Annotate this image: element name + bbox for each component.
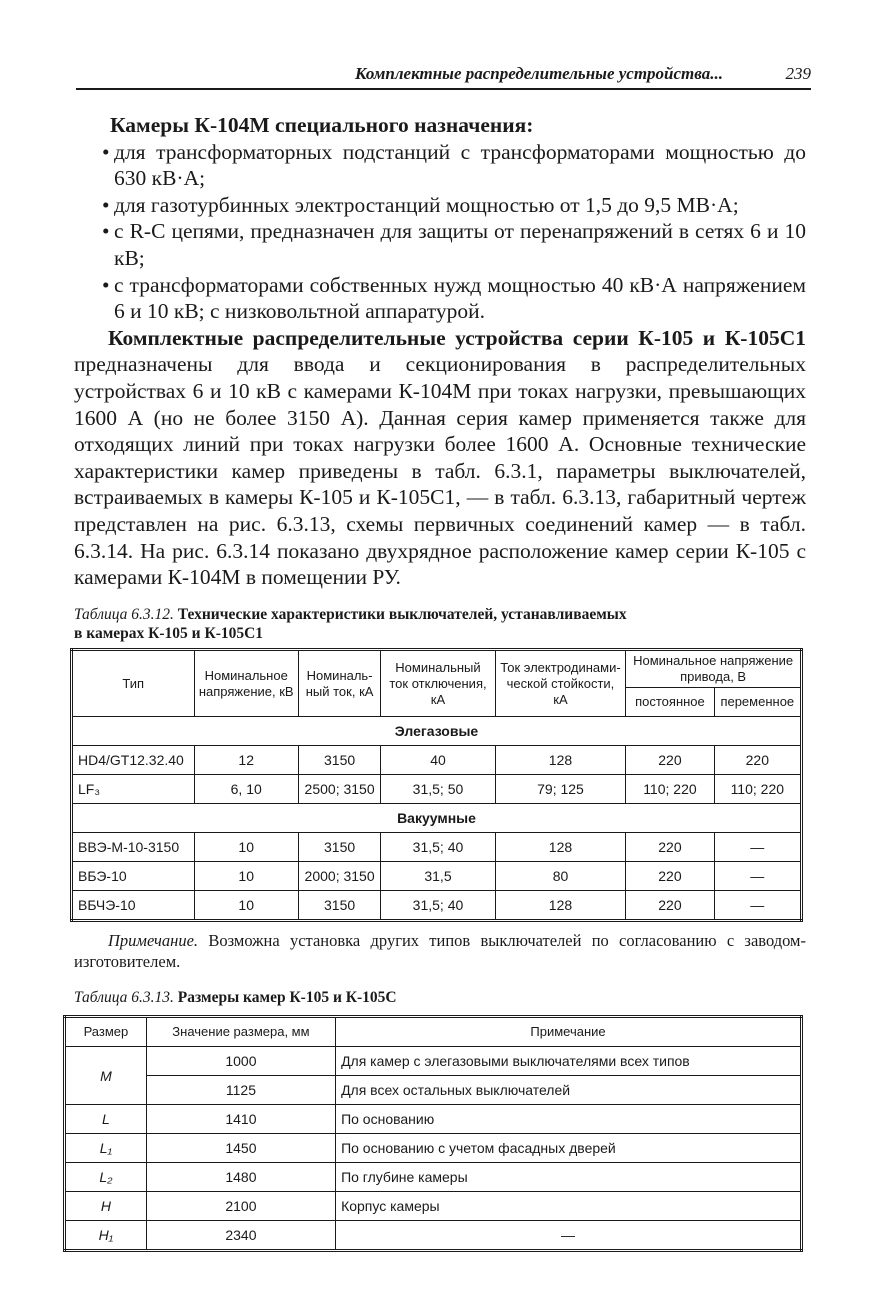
- table-row: [65, 1105, 802, 1134]
- running-header-title: Комплектные распределительные устройства...: [354, 64, 723, 83]
- cell: —: [714, 891, 801, 921]
- cell: Для всех остальных выключателей: [336, 1076, 802, 1105]
- table-row: [65, 1192, 802, 1221]
- cell-symbol: M: [65, 1047, 147, 1105]
- header-value: Значение размера, мм: [146, 1017, 335, 1047]
- cell: По основанию с учетом фасадных дверей: [336, 1134, 802, 1163]
- header-breaking: Номинальный ток отключения, кА: [381, 650, 495, 717]
- cell: 110; 220: [714, 775, 801, 804]
- header-dynamic: Ток электродинами-ческой стойкости, кА: [495, 650, 626, 717]
- group-title: Элегазовые: [72, 717, 802, 746]
- page-number: 239: [785, 64, 811, 83]
- cell: 2340: [146, 1221, 335, 1251]
- table-row: [72, 746, 802, 775]
- cell-symbol: L₁: [65, 1134, 147, 1163]
- cell: 2100: [146, 1192, 335, 1221]
- table-header-row: [72, 650, 802, 688]
- cell: По глубине камеры: [336, 1163, 802, 1192]
- header-drive-dc: постоянное: [626, 688, 714, 717]
- cell: 220: [626, 746, 714, 775]
- body-paragraph: [74, 325, 806, 591]
- cell: 110; 220: [626, 775, 714, 804]
- group-title: Вакуумные: [72, 804, 802, 833]
- header-size: Размер: [65, 1017, 147, 1047]
- bullet-list: [74, 139, 806, 325]
- header-voltage: Номинальное напряжение, кВ: [194, 650, 298, 717]
- running-header: [76, 62, 811, 90]
- cell: 31,5; 50: [381, 775, 495, 804]
- table2-caption-label: Таблица 6.3.13.: [74, 989, 174, 1006]
- cell: 12: [194, 746, 298, 775]
- cell: 1450: [146, 1134, 335, 1163]
- cell: 31,5: [381, 862, 495, 891]
- cell: 80: [495, 862, 626, 891]
- cell: 3150: [298, 746, 380, 775]
- cell: —: [714, 862, 801, 891]
- list-item: • для трансформаторных подстанций с трансформаторами мощностью до 630 кВ·А;: [74, 139, 806, 192]
- cell: 220: [626, 833, 714, 862]
- cell: 3150: [298, 833, 380, 862]
- table-row: [65, 1047, 802, 1076]
- table-row: [72, 775, 802, 804]
- cell: 31,5; 40: [381, 833, 495, 862]
- cell: 128: [495, 746, 626, 775]
- table-row: [72, 833, 802, 862]
- cell: 1410: [146, 1105, 335, 1134]
- cell: —: [714, 833, 801, 862]
- table-header-row: [65, 1017, 802, 1047]
- header-current: Номиналь-ный ток, кА: [298, 650, 380, 717]
- table2-caption: [74, 988, 397, 1007]
- group-row: [72, 804, 802, 833]
- cell: По основанию: [336, 1105, 802, 1134]
- cell: 220: [626, 862, 714, 891]
- table2-caption-title: Размеры камер К-105 и К-105С: [177, 989, 397, 1006]
- group-row: [72, 717, 802, 746]
- table1-caption-label: Таблица 6.3.12.: [74, 606, 174, 623]
- header-note: Примечание: [336, 1017, 802, 1047]
- cell-type: ВБЧЭ-10: [72, 891, 195, 921]
- list-item: • для газотурбинных электростанций мощностью от 1,5 до 9,5 МВ·А;: [74, 192, 806, 219]
- list-item: • с трансформаторами собственных нужд мощностью 40 кВ·А напряжением 6 и 10 кВ; с низковольтной аппаратурой.: [74, 272, 806, 325]
- dimensions-table: [63, 1015, 803, 1252]
- cell: 1000: [146, 1047, 335, 1076]
- cell: 40: [381, 746, 495, 775]
- cell: 31,5; 40: [381, 891, 495, 921]
- header-type: Тип: [72, 650, 195, 717]
- cell-symbol: L: [65, 1105, 147, 1134]
- table-note: [74, 930, 806, 972]
- cell-type: ВБЭ-10: [72, 862, 195, 891]
- cell: —: [336, 1221, 802, 1251]
- table-row: [65, 1221, 802, 1251]
- cell: 3150: [298, 891, 380, 921]
- table1-caption: [74, 605, 627, 643]
- cell: 10: [194, 833, 298, 862]
- table-row: [65, 1163, 802, 1192]
- note-label: Примечание.: [108, 931, 199, 950]
- cell: 10: [194, 891, 298, 921]
- cell: 1125: [146, 1076, 335, 1105]
- cell: 128: [495, 833, 626, 862]
- cell-symbol: H₁: [65, 1221, 147, 1251]
- header-drive: Номинальное напряжение привода, В: [626, 650, 802, 688]
- cell-type: ВВЭ-М-10-3150: [72, 833, 195, 862]
- cell: 128: [495, 891, 626, 921]
- cell: 6, 10: [194, 775, 298, 804]
- cell-symbol: H: [65, 1192, 147, 1221]
- cell: 79; 125: [495, 775, 626, 804]
- table1-caption-title-2: в камерах К-105 и К-105С1: [74, 625, 264, 642]
- list-item: • с R-С цепями, предназначен для защиты от перенапряжений в сетях 6 и 10 кВ;: [74, 218, 806, 271]
- cell: 2500; 3150: [298, 775, 380, 804]
- cell-symbol: L₂: [65, 1163, 147, 1192]
- cell-type: LF₃: [72, 775, 195, 804]
- cell: 220: [714, 746, 801, 775]
- table1-caption-title: Технические характеристики выключателей, устанавливаемых: [177, 606, 627, 623]
- cell: 220: [626, 891, 714, 921]
- table-row: [65, 1134, 802, 1163]
- main-text: [74, 112, 806, 591]
- paragraph-lead: Комплектные распределительные устройства серии К-105 и К-105С1: [108, 325, 806, 350]
- table-row: [72, 862, 802, 891]
- cell-type: HD4/GT12.32.40: [72, 746, 195, 775]
- header-drive-ac: переменное: [714, 688, 801, 717]
- note-text: Возможна установка других типов выключателей по согласованию с заводом-изготовителем.: [74, 931, 806, 971]
- cell: 1480: [146, 1163, 335, 1192]
- switches-table: [70, 648, 803, 922]
- cell: 10: [194, 862, 298, 891]
- cell: Для камер с элегазовыми выключателями всех типов: [336, 1047, 802, 1076]
- section-title: Камеры К-104М специального назначения:: [110, 113, 534, 137]
- cell: 2000; 3150: [298, 862, 380, 891]
- paragraph-text: предназначены для ввода и секционирования в распределительных устройствах 6 и 10 кВ с камерами К-104М при токах нагрузки, превышающих 1600 А (но не более 3150 А). Данная серия камер применяется также для отходящих линий при токах нагрузки более 1600 А. Основные технические характеристики камер приведены в табл. 6.3.1, параметры выключателей, встраиваемых в камеры К-105 и К-105С1, — в табл. 6.3.13, габаритный чертеж представлен на рис. 6.3.13, схемы первичных соединений камер — в табл. 6.3.14. На рис. 6.3.14 показано двухрядное расположение камер серии К-105 с камерами К-104М в помещении РУ.: [74, 352, 806, 590]
- cell: Корпус камеры: [336, 1192, 802, 1221]
- table-row: [65, 1076, 802, 1105]
- table-row: [72, 891, 802, 921]
